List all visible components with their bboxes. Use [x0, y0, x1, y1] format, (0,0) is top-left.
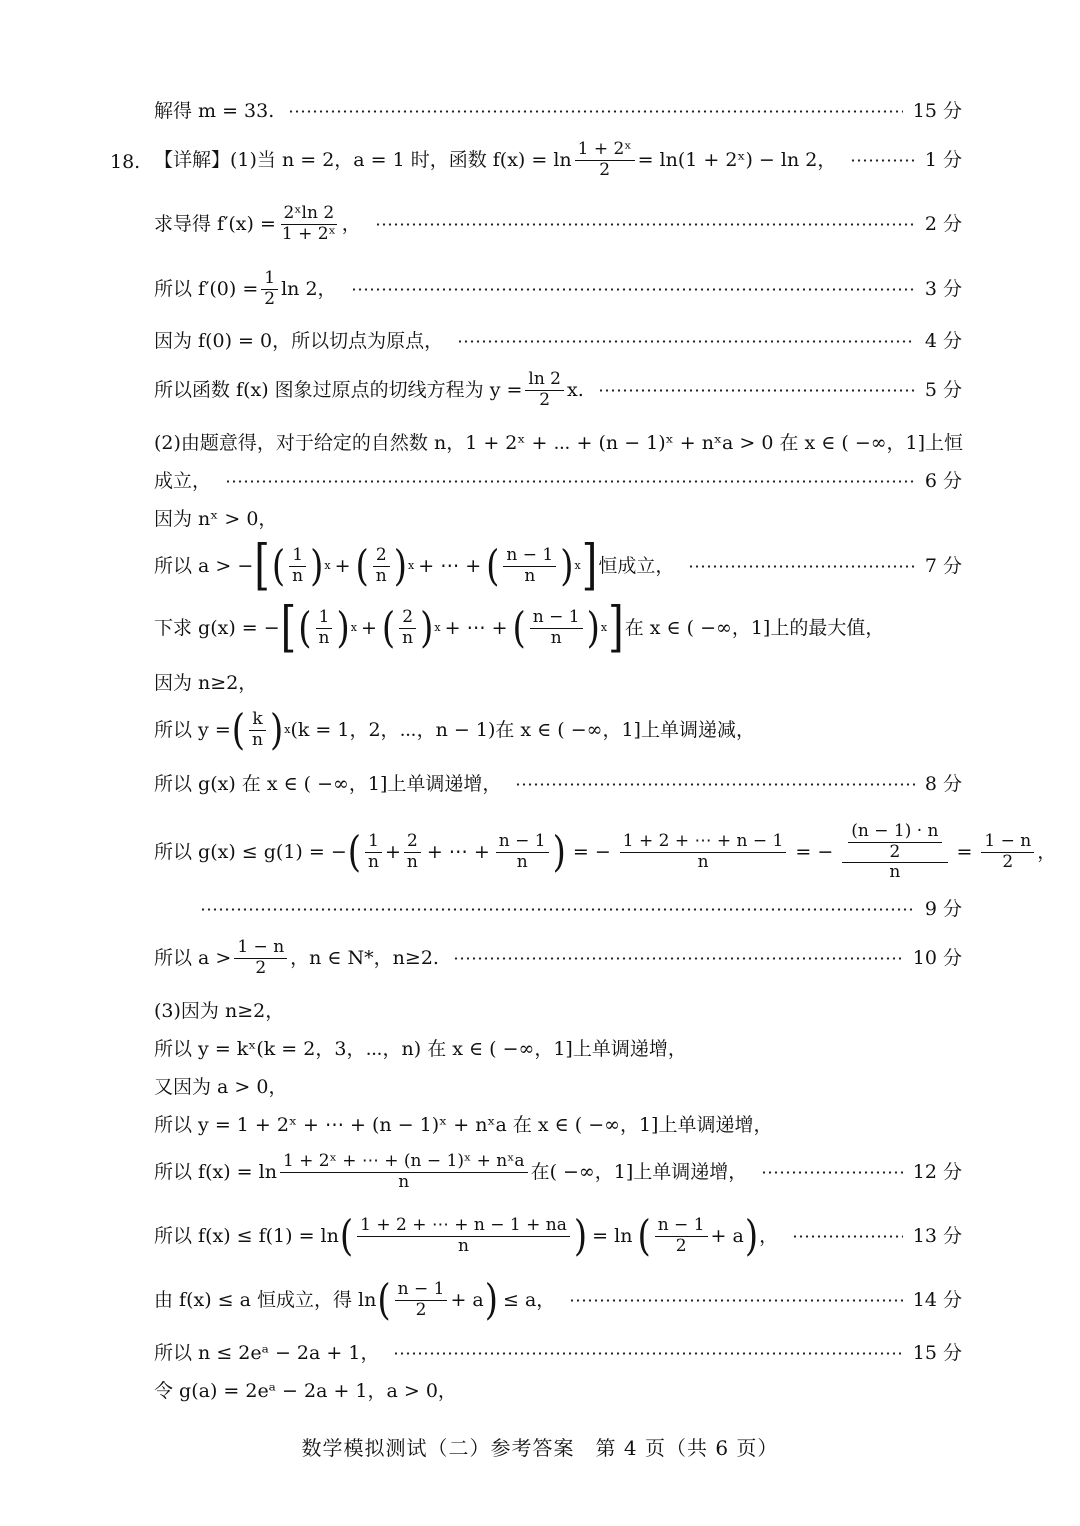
dot-leader — [288, 110, 903, 113]
answer-line: 所以 y = 1 + 2ˣ + ⋯ + (n − 1)ˣ + nˣa 在 x ∈ ( −∞，1]上单调递增， — [154, 1114, 773, 1136]
fraction: 1 − n 2 — [234, 938, 287, 978]
fraction: 1 n — [289, 546, 306, 586]
answer-line: 成立， 6 分 — [154, 470, 962, 492]
fraction: n − 1 2 — [655, 1216, 708, 1256]
fraction: $\frac{\frac{(n - 1) \cdot n}{2}}{n}$ — [842, 822, 947, 883]
answer-line: 因为 nˣ > 0， — [154, 508, 278, 530]
answer-line: 所以 f′(0) = $\frac{1}{2}$ ln 2， 3 分 — [154, 268, 962, 309]
fraction: $\frac{\text{2ˣln 2}}{\text{1 + 2ˣ}}$ — [281, 203, 336, 244]
dot-leader — [792, 1235, 903, 1238]
dot-leader — [688, 565, 915, 568]
answer-line: 由 f(x) ≤ a 恒成立，得 ln ( n − 1 2 + a ) ≤ a， 14 分 — [154, 1275, 962, 1326]
fraction: n − 1 n — [530, 608, 583, 648]
score: 10 分 — [912, 946, 962, 969]
dot-leader — [569, 1299, 902, 1302]
fraction: $\frac{\text{1 + 2ˣ}}{2}$ — [575, 140, 635, 180]
score: 15 分 — [912, 100, 962, 122]
question-number: 18. — [110, 151, 141, 173]
fraction: 1 + 2ˣ + ⋯ + (n − 1)ˣ + nˣa n — [280, 1152, 528, 1192]
answer-line: 所以 f(x) ≤ f(1) = ln ( 1 + 2 + ⋯ + n − 1 + na n ) = ln ( n − 1 2 + a ) ， 13 分 — [154, 1211, 962, 1262]
score: 15 分 — [912, 1342, 962, 1364]
fraction: $\frac{n - 1}{n}$ — [496, 832, 549, 872]
score: 14 分 — [912, 1288, 962, 1311]
answer-line: 所以 g(x) 在 x ∈ ( −∞，1]上单调递增， 8 分 — [154, 773, 962, 795]
score: 9 分 — [924, 898, 962, 920]
fraction: 1 n — [365, 832, 382, 872]
answer-line: 所以 f(x) = ln 1 + 2ˣ + ⋯ + (n − 1)ˣ + nˣa n 在( −∞，1]上单调递增， 12 分 — [154, 1151, 962, 1192]
dot-leader — [200, 908, 915, 911]
answer-line: 所以 a > 1 − n 2 ，n ∈ N*，n≥2. 10 分 — [154, 937, 962, 978]
answer-line: 因为 f(0) = 0，所以切点为原点， 4 分 — [154, 330, 962, 352]
answer-line: 所以函数 f(x) 图象过原点的切线方程为 y = $\frac{\ln 2}{2}$ x. 5 分 — [154, 369, 962, 410]
fraction: $\frac{\ln 2}{2}$ — [525, 370, 564, 410]
dot-leader — [225, 480, 915, 483]
dot-leader — [598, 389, 915, 392]
page-footer: 数学模拟测试（二）参考答案 第 4 页（共 6 页） — [301, 1436, 779, 1460]
dot-leader — [761, 1171, 903, 1174]
fraction: 2 n — [373, 546, 390, 586]
fraction: $\frac{1 + 2 + \cdots + n - 1}{n}$ — [620, 832, 787, 872]
dot-leader — [393, 1352, 902, 1355]
dot-leader — [457, 340, 915, 343]
answer-line: 【详解】(1)当 n = 2，a = 1 时，函数 f(x) = ln $\frac{\text{1 + 2ˣ}}{2}$ = ln(1 + 2ˣ) − ln 2， 1 分 — [154, 139, 962, 180]
fraction: $\frac{(n - 1) \cdot n}{2}$ — [848, 822, 941, 862]
answer-line: 解得 m = 33. 15 分 — [154, 100, 962, 122]
score: 5 分 — [924, 378, 962, 401]
dot-leader — [453, 957, 903, 960]
score: 7 分 — [924, 554, 962, 577]
answer-line: (3)因为 n≥2， — [154, 1000, 285, 1022]
dot-leader — [351, 288, 915, 291]
answer-line: 所以 y = ( k n ) x (k = 1，2，⋯，n − 1)在 x ∈ ( −∞，1]上单调递减， — [154, 705, 755, 756]
answer-line: 所以 a > − [ ( 1 n ) x + ( 2 n ) x + ⋯ + ( n − 1 n ) x ] 恒成立， 7 分 — [154, 534, 962, 598]
fraction: n − 1 2 — [395, 1280, 448, 1320]
dot-leader — [850, 159, 915, 162]
answer-line: (2)由题意得，对于给定的自然数 n，1 + 2ˣ + ⋯ + (n − 1)ˣ + nˣa > 0 在 x ∈ ( −∞，1]上恒 — [154, 432, 964, 454]
fraction: 2 n — [399, 608, 416, 648]
score: 12 分 — [912, 1160, 962, 1183]
score: 1 分 — [924, 148, 962, 171]
fraction: $\frac{1 - n}{2}$ — [981, 832, 1034, 872]
fraction: n − 1 n — [503, 546, 556, 586]
answer-line: 所以 g(x) ≤ g(1) = − ( 1 n + $\frac{2}{n}$ + ⋯ + $\frac{n - 1}{n}$ ) = − $\frac{1 + 2 + \cdots + n - 1}{n}$ = − $\frac{\frac{(n - 1) \cdot n}{2}}{n}$ = $\frac{1 - n}{2}$ ， — [154, 821, 1057, 883]
dot-leader — [515, 783, 914, 786]
answer-line — [200, 898, 962, 921]
fraction: 1 + 2 + ⋯ + n − 1 + na n — [357, 1216, 570, 1256]
fraction: $\frac{1}{2}$ — [261, 269, 278, 309]
dot-leader — [375, 223, 915, 226]
answer-line: 求导得 f′(x) = $\frac{\text{2ˣln 2}}{\text{1 + 2ˣ}}$ ， 2 分 — [154, 203, 962, 244]
score: 6 分 — [924, 470, 962, 492]
score: 8 分 — [924, 773, 962, 795]
answer-line: 令 g(a) = 2eᵃ − 2a + 1，a > 0， — [154, 1380, 457, 1402]
score: 4 分 — [924, 330, 962, 352]
answer-line: 下求 g(x) = − [ ( 1 n ) x + ( 2 n ) x + ⋯ + ( n − 1 n ) x ] 在 x ∈ ( −∞，1]上的最大值， — [154, 596, 885, 660]
answer-line: 因为 n≥2， — [154, 672, 258, 694]
fraction: 1 n — [316, 608, 333, 648]
score: 13 分 — [912, 1224, 962, 1247]
answer-line: 又因为 a > 0， — [154, 1076, 288, 1098]
fraction: k n — [249, 710, 266, 750]
score: 3 分 — [924, 277, 962, 300]
answer-line: 所以 n ≤ 2eᵃ − 2a + 1， 15 分 — [154, 1342, 962, 1364]
answer-line: 所以 y = kˣ(k = 2，3，⋯，n) 在 x ∈ ( −∞，1]上单调递增， — [154, 1038, 687, 1060]
score: 2 分 — [924, 212, 962, 235]
fraction: $\frac{2}{n}$ — [404, 832, 421, 872]
